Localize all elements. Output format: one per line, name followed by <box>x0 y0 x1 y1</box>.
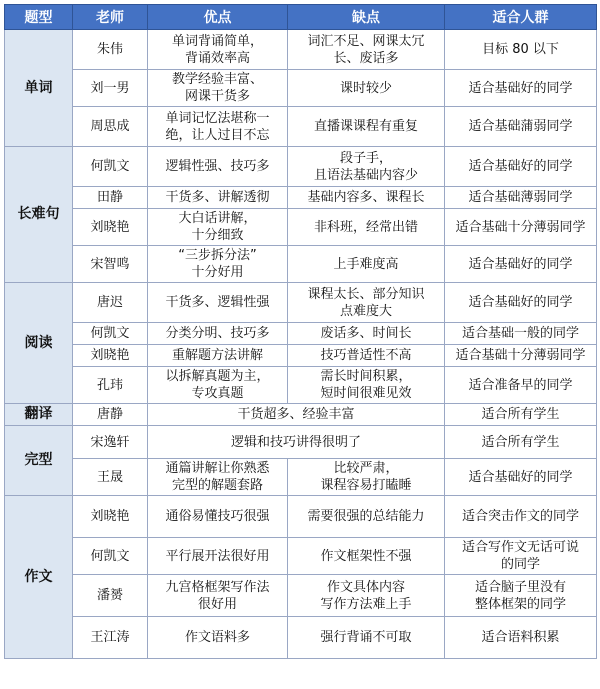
table-row <box>5 426 597 459</box>
table-row <box>5 246 597 283</box>
header-teacher: 老师 <box>73 5 148 30</box>
cons-cell-line: 基础内容多、课程长 <box>307 190 425 205</box>
pros-cell-line: 九宫格框架写作法 <box>165 579 270 595</box>
pros-cell <box>148 323 288 345</box>
pros-cell-line: 重解题方法讲解 <box>171 348 263 363</box>
pros-cell-line: 十分细致 <box>191 228 244 243</box>
pros-cell-line: 教学经验丰富、 <box>171 72 263 87</box>
pros-cell-line: 作文语料多 <box>184 630 250 645</box>
fit-cell <box>445 426 597 459</box>
fit-cell <box>445 107 597 147</box>
cons-cell <box>288 345 445 367</box>
pros-cell-line: 单词背诵简单， <box>171 33 263 49</box>
fit-cell-line: 适合脑子里没有 <box>474 579 566 595</box>
pros-cell <box>148 107 288 147</box>
fit-cell <box>445 246 597 283</box>
pros-cell-line: 单词记忆法堪称一 <box>165 110 270 126</box>
cons-cell <box>288 246 445 283</box>
teacher-cell: 朱伟 <box>73 30 148 70</box>
teacher-cell: 唐静 <box>73 404 148 426</box>
table-row <box>5 538 597 575</box>
pros-cell <box>148 209 288 246</box>
cons-cell <box>288 70 445 107</box>
fit-cell-line: 目标 80 以下 <box>482 42 559 57</box>
cons-cell-line: 且语法基础内容少 <box>313 167 418 183</box>
teacher-cell: 刘晓艳 <box>73 345 148 367</box>
fit-cell <box>445 459 597 496</box>
merged-pros-cons-cell-line: 逻辑和技巧讲得很明了 <box>230 434 361 450</box>
fit-cell-line: 适合突击作文的同学 <box>461 509 579 524</box>
header-row <box>5 5 597 30</box>
teacher-cell: 孔玮 <box>73 367 148 404</box>
cons-cell-line: 课程容易打瞌睡 <box>320 478 412 493</box>
cons-cell <box>288 107 445 147</box>
pros-cell-line: 干货多、讲解透彻 <box>165 190 270 205</box>
teacher-cell: 王晟 <box>73 459 148 496</box>
cons-cell-line: 点难度大 <box>339 303 392 319</box>
fit-cell-line: 适合所有学生 <box>481 407 560 422</box>
pros-cell <box>148 147 288 187</box>
fit-cell-line: 适合基础好的同学 <box>468 80 573 96</box>
table-row <box>5 323 597 345</box>
fit-cell-line: 适合写作文无话可说 <box>461 540 579 555</box>
pros-cell <box>148 575 288 617</box>
fit-cell <box>445 187 597 209</box>
pros-cell <box>148 345 288 367</box>
table-row <box>5 345 597 367</box>
type-cell: 完型 <box>5 426 73 496</box>
pros-cell-line: 网课干货多 <box>184 89 250 104</box>
teacher-cell: 何凯文 <box>73 147 148 187</box>
cons-cell-line: 废话多、时间长 <box>320 326 412 341</box>
fit-cell <box>445 367 597 404</box>
table-row <box>5 30 597 70</box>
fit-cell-line: 适合语料积累 <box>481 630 560 645</box>
cons-cell <box>288 367 445 404</box>
pros-cell <box>148 459 288 496</box>
teacher-cell: 唐迟 <box>73 283 148 323</box>
pros-cell-line: 很好用 <box>197 596 237 612</box>
cons-cell-line: 比较严肃， <box>333 461 399 476</box>
table-row <box>5 404 597 426</box>
fit-cell-line: 适合基础好的同学 <box>468 159 573 174</box>
table-row <box>5 70 597 107</box>
pros-cell-line: 通篇讲解让你熟悉 <box>165 461 270 476</box>
cons-cell-line: 上手难度高 <box>333 256 399 272</box>
fit-cell-line: 适合基础十分薄弱同学 <box>455 219 586 235</box>
pros-cell-line: 十分好用 <box>191 265 244 280</box>
teacher-cell: 刘晓艳 <box>73 209 148 246</box>
table-row <box>5 617 597 659</box>
fit-cell <box>445 70 597 107</box>
fit-cell-line: 适合准备早的同学 <box>468 377 573 393</box>
pros-cell <box>148 30 288 70</box>
header-pros: 优点 <box>148 5 288 30</box>
table-row <box>5 283 597 323</box>
table-row <box>5 209 597 246</box>
cons-cell <box>288 283 445 323</box>
cons-cell-line: 需要很强的总结能力 <box>307 509 425 524</box>
table-row <box>5 496 597 538</box>
fit-cell-line: 适合基础好的同学 <box>468 256 573 272</box>
pros-cell-line: 分类分明、技巧多 <box>165 326 270 341</box>
pros-cell-line: 完型的解题套路 <box>171 478 263 493</box>
cons-cell <box>288 323 445 345</box>
pros-cell <box>148 496 288 538</box>
pros-cell-line: 背诵效率高 <box>184 50 250 66</box>
fit-cell-line: 适合所有学生 <box>481 434 560 450</box>
fit-cell-line: 适合基础薄弱同学 <box>468 190 573 205</box>
teacher-cell: 何凯文 <box>73 323 148 345</box>
cons-cell-line: 强行背诵不可取 <box>320 630 412 645</box>
pros-cell <box>148 617 288 659</box>
table-row <box>5 367 597 404</box>
fit-cell <box>445 496 597 538</box>
teacher-cell: 刘一男 <box>73 70 148 107</box>
cons-cell-line: 段子手， <box>339 150 392 166</box>
fit-cell-line: 适合基础十分薄弱同学 <box>455 348 586 363</box>
pros-cell-line: 逻辑性强、技巧多 <box>165 159 270 174</box>
pros-cell <box>148 187 288 209</box>
cons-cell <box>288 496 445 538</box>
comparison-table-wrapper <box>4 4 597 659</box>
teacher-cell: 周思成 <box>73 107 148 147</box>
fit-cell <box>445 147 597 187</box>
pros-cell <box>148 246 288 283</box>
cons-cell-line: 作文框架性不强 <box>320 548 412 564</box>
cons-cell-line: 需长时间积累， <box>320 369 412 384</box>
fit-cell-line: 整体框架的同学 <box>474 596 566 612</box>
cons-cell <box>288 209 445 246</box>
cons-cell <box>288 617 445 659</box>
pros-cell <box>148 538 288 575</box>
fit-cell-line: 适合基础一般的同学 <box>461 326 579 341</box>
pros-cell-line: 大白话讲解， <box>178 211 257 226</box>
pros-cell-line: 平行展开法很好用 <box>165 548 270 564</box>
type-cell: 阅读 <box>5 283 73 404</box>
teacher-cell: 王江涛 <box>73 617 148 659</box>
cons-cell-line: 直播课课程有重复 <box>313 119 418 134</box>
cons-cell <box>288 147 445 187</box>
cons-cell-line: 短时间很难见效 <box>320 386 412 401</box>
fit-cell-line: 适合基础好的同学 <box>468 295 573 310</box>
header-type: 题型 <box>5 5 73 30</box>
fit-cell <box>445 575 597 617</box>
table-row <box>5 107 597 147</box>
pros-cell-line: 以拆解真题为主， <box>165 369 270 384</box>
type-cell: 作文 <box>5 496 73 659</box>
fit-cell <box>445 404 597 426</box>
header-fit: 适合人群 <box>445 5 597 30</box>
pros-cell <box>148 283 288 323</box>
type-cell: 翻译 <box>5 404 73 426</box>
cons-cell-line: 课程太长、部分知识 <box>307 286 425 302</box>
table-row <box>5 147 597 187</box>
cons-cell-line: 课时较少 <box>339 80 392 96</box>
teacher-cell: 潘赟 <box>73 575 148 617</box>
teacher-cell: 宋智鸣 <box>73 246 148 283</box>
header-cons: 缺点 <box>288 5 445 30</box>
cons-cell-line: 非科班，经常出错 <box>313 219 418 235</box>
fit-cell <box>445 617 597 659</box>
fit-cell-line: 的同学 <box>500 557 540 572</box>
pros-cell <box>148 70 288 107</box>
fit-cell <box>445 345 597 367</box>
pros-cell-line: 干货多、逻辑性强 <box>165 295 270 310</box>
cons-cell <box>288 30 445 70</box>
cons-cell-line: 长、废话多 <box>333 50 399 66</box>
type-cell: 长难句 <box>5 147 73 283</box>
type-cell: 单词 <box>5 30 73 147</box>
fit-cell-line: 适合基础好的同学 <box>468 469 573 485</box>
cons-cell-line: 技巧普适性不高 <box>320 348 412 363</box>
cons-cell <box>288 538 445 575</box>
fit-cell <box>445 209 597 246</box>
pros-cell <box>148 367 288 404</box>
fit-cell <box>445 30 597 70</box>
merged-pros-cons-cell <box>148 426 445 459</box>
teacher-cell: 刘晓艳 <box>73 496 148 538</box>
teacher-cell: 田静 <box>73 187 148 209</box>
cons-cell-line: 词汇不足、网课太冗 <box>307 33 425 49</box>
cons-cell <box>288 459 445 496</box>
pros-cell-line: 通俗易懂技巧很强 <box>165 509 270 524</box>
table-row <box>5 187 597 209</box>
merged-pros-cons-cell <box>148 404 445 426</box>
cons-cell-line: 写作方法难上手 <box>320 596 412 612</box>
cons-cell-line: 作文具体内容 <box>326 579 405 595</box>
merged-pros-cons-cell-line: 干货超多、经验丰富 <box>237 407 355 422</box>
table-row <box>5 459 597 496</box>
table-row <box>5 575 597 617</box>
cons-cell <box>288 187 445 209</box>
pros-cell-line: 专攻真题 <box>191 386 244 401</box>
table-body <box>5 30 597 659</box>
fit-cell-line: 适合基础蒲弱同学 <box>468 119 573 134</box>
pros-cell-line: 绝，让人过目不忘 <box>165 127 270 143</box>
fit-cell <box>445 283 597 323</box>
fit-cell <box>445 538 597 575</box>
cons-cell <box>288 575 445 617</box>
teacher-cell: 宋逸轩 <box>73 426 148 459</box>
teacher-comparison-table <box>4 4 597 659</box>
teacher-cell: 何凯文 <box>73 538 148 575</box>
fit-cell <box>445 323 597 345</box>
pros-cell-line: “三步拆分法” <box>178 248 257 263</box>
